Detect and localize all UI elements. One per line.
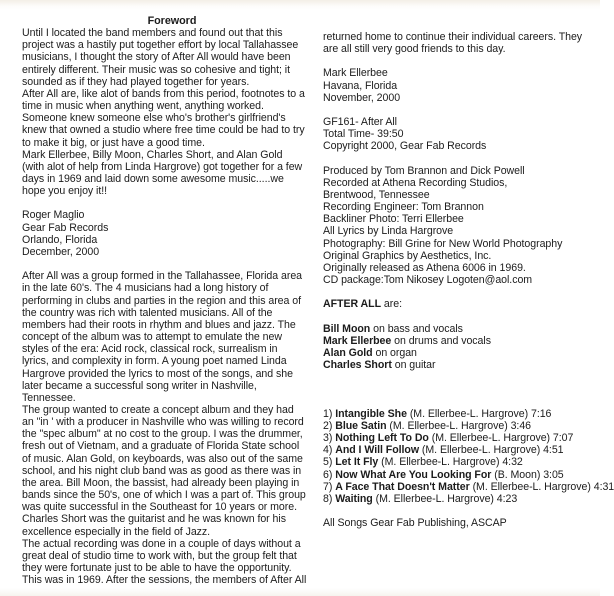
foreword-paragraph-2: After All are, like alot of bands from this period, footnotes to a time in music when anything went, anything worked. Someone knew someone else who's brother's girlfriend's knew that owned a studio where free time could be had to try to make it big, or just have a good time. [22,87,305,149]
credit-lyrics: All Lyrics by Linda Hargrove [323,225,454,238]
track-title: Nothing Left To Do [335,432,429,445]
member-role: on organ [372,346,417,359]
track-title: Blue Satin [335,419,387,432]
track-writers: (M. Ellerbee-L. Hargrove) [406,407,531,420]
track-title: And I Will Follow [335,444,420,457]
track-number: 2) [323,419,336,432]
member-name: Alan Gold [323,346,373,359]
track-row [323,469,600,481]
track-number: 3) [323,432,336,445]
foreword-title: Foreword [147,15,197,27]
track-number: 4) [323,444,336,457]
track-number: 7) [323,480,336,493]
member [323,347,600,359]
band-name: AFTER ALL [323,298,382,311]
track-title: Intangible She [335,407,407,420]
track-time: 7:16 [530,407,552,420]
history-paragraph-3-continued: returned home to continue their individual careers. They are all still very good friends to this day. [323,31,583,56]
track-time: 3:05 [543,468,564,481]
signature-date: December, 2000 [22,245,100,258]
track-title: Now What Are You Looking For [335,468,492,481]
catalog-number: GF161- After All [323,116,397,129]
track-time: 7:07 [552,432,574,445]
right-column [323,31,614,530]
signature-company: Gear Fab Records [22,221,109,234]
track-row [323,444,600,456]
credit-producer: Produced by Tom Brannon and Dick Powell [323,164,525,177]
history-paragraph-3: The actual recording was done in a couple of days without a great deal of studio time to work with, but the group felt that they were fortunate just to be able to have the opportunity. This was in 1969. After the sessions, the members of After All [22,537,307,587]
track-writers: (M. Ellerbee-L. Hargrove) [372,492,497,505]
signature-location: Havana, Florida [323,79,398,92]
total-time: Total Time- 39:50 [323,128,404,141]
track-time: 3:46 [510,419,532,432]
track-writers: (M. Ellerbee-L. Hargrove) [386,419,511,432]
history-signature [323,67,600,103]
track-row [323,493,600,505]
track-title: Waiting [335,492,373,505]
foreword-paragraph-1: Until I located the band members and found out that this project was a hastily put together effort by local Tallahassee musicians, I thought the story of After All would have been entirely different. Their music was so cohesive and tight; it sounded as if they had played together for years. [22,27,299,88]
band-heading [323,298,600,310]
track-row [323,420,600,432]
credit-cd-package: CD package:Tom Nikosey Logoten@aol.com [323,274,533,287]
member-role: on guitar [391,359,436,372]
member-role: on drums and vocals [391,334,491,347]
track-row [323,408,600,420]
track-list [323,407,614,505]
track-number: 1) [323,407,336,420]
credits [323,165,600,287]
track-number: 8) [323,492,336,505]
publishing-note: All Songs Gear Fab Publishing, ASCAP [323,517,507,530]
band-heading-rest: are: [381,298,402,311]
member [323,335,600,347]
member-name: Bill Moon [323,322,371,335]
signature-name: Roger Maglio [22,209,85,222]
track-writers: (M. Ellerbee-L. Hargrove) [378,456,503,469]
track-row [323,480,614,493]
credit-recorded: Recorded at Athena Recording Studios, Brentwood, Tennessee [323,176,508,201]
signature-date: November, 2000 [323,91,401,104]
member [323,323,600,335]
history-paragraph-1: After All was a group formed in the Tallahassee, Florida area in the late 60's. The 4 musicians had a long history of performing in clubs and parties in the region and this area of the country was rich with talented musicians. All of the members had their roots in rhythm and blues and jazz. The concept of the album was to attempt to emulate the new styles of the era: Acid rock, classical rock, surrealism in lyrics, and complexity in form. A young poet named Linda Hargrove provided the lyrics to most of the songs, and she later became a successful song writer in Nashville, Tennessee. [22,270,302,404]
credit-engineer: Recording Engineer: Tom Brannon [323,201,484,214]
track-writers: (M. Ellerbee-L. Hargrove) [419,444,544,457]
track-writers: (B. Moon) [491,468,544,481]
credit-backliner-photo: Backliner Photo: Terri Ellerbee [323,213,464,226]
release-info [323,116,600,152]
track-row [323,432,600,444]
track-time: 4:32 [502,456,523,469]
member-role: on bass and vocals [370,322,463,335]
track-title: Let It Fly [335,456,379,469]
track-time: 4:31 [593,480,614,493]
signature-name: Mark Ellerbee [323,67,388,80]
credit-graphics: Original Graphics by Aesthetics, Inc. [323,249,492,262]
member [323,359,600,371]
copyright: Copyright 2000, Gear Fab Records [323,140,487,153]
track-row [323,456,600,468]
track-number: 5) [323,456,336,469]
band-members [323,323,600,372]
member-name: Mark Ellerbee [323,334,392,347]
member-name: Charles Short [323,359,392,372]
credit-photography: Photography: Bill Grine for New World Photography [323,237,563,250]
track-title: A Face That Doesn't Matter [335,480,470,493]
track-writers: (M. Ellerbee-L. Hargrove) [428,432,553,445]
foreword-signature [22,209,307,258]
track-writers: (M. Ellerbee-L. Hargrove) [469,480,594,493]
history-paragraph-2: The group wanted to create a concept album and they had an "in ' with a producer in Nashville who was willing to record the "spec album" at no cost to the group. I was the drummer, fresh out of Vietnam, and a graduate of Florida State school of music. Alan Gold, on keyboards, was also out of the same school, and his night club band was as good as there was in the area. Bill Moon, the bassist, had already been playing in bands since the 50's, one of which I was a part of. This group was quite successful in the Southeast for 10 years or more. Charles Short was the guitarist and he was known for his excellence especially in the field of Jazz. [22,403,306,538]
track-time: 4:51 [543,444,564,457]
credit-original-release: Originally released as Athena 6006 in 1969. [323,261,526,274]
foreword-paragraph-3: Mark Ellerbee, Billy Moon, Charles Short, and Alan Gold (with alot of help from Linda Hargrove) got together for a few days in 1969 and laid down some awesome music.....we hope you enjoy it!! [22,148,303,198]
track-number: 6) [323,468,336,481]
track-time: 4:23 [496,492,518,505]
left-column [22,15,307,586]
signature-location: Orlando, Florida [22,233,98,246]
